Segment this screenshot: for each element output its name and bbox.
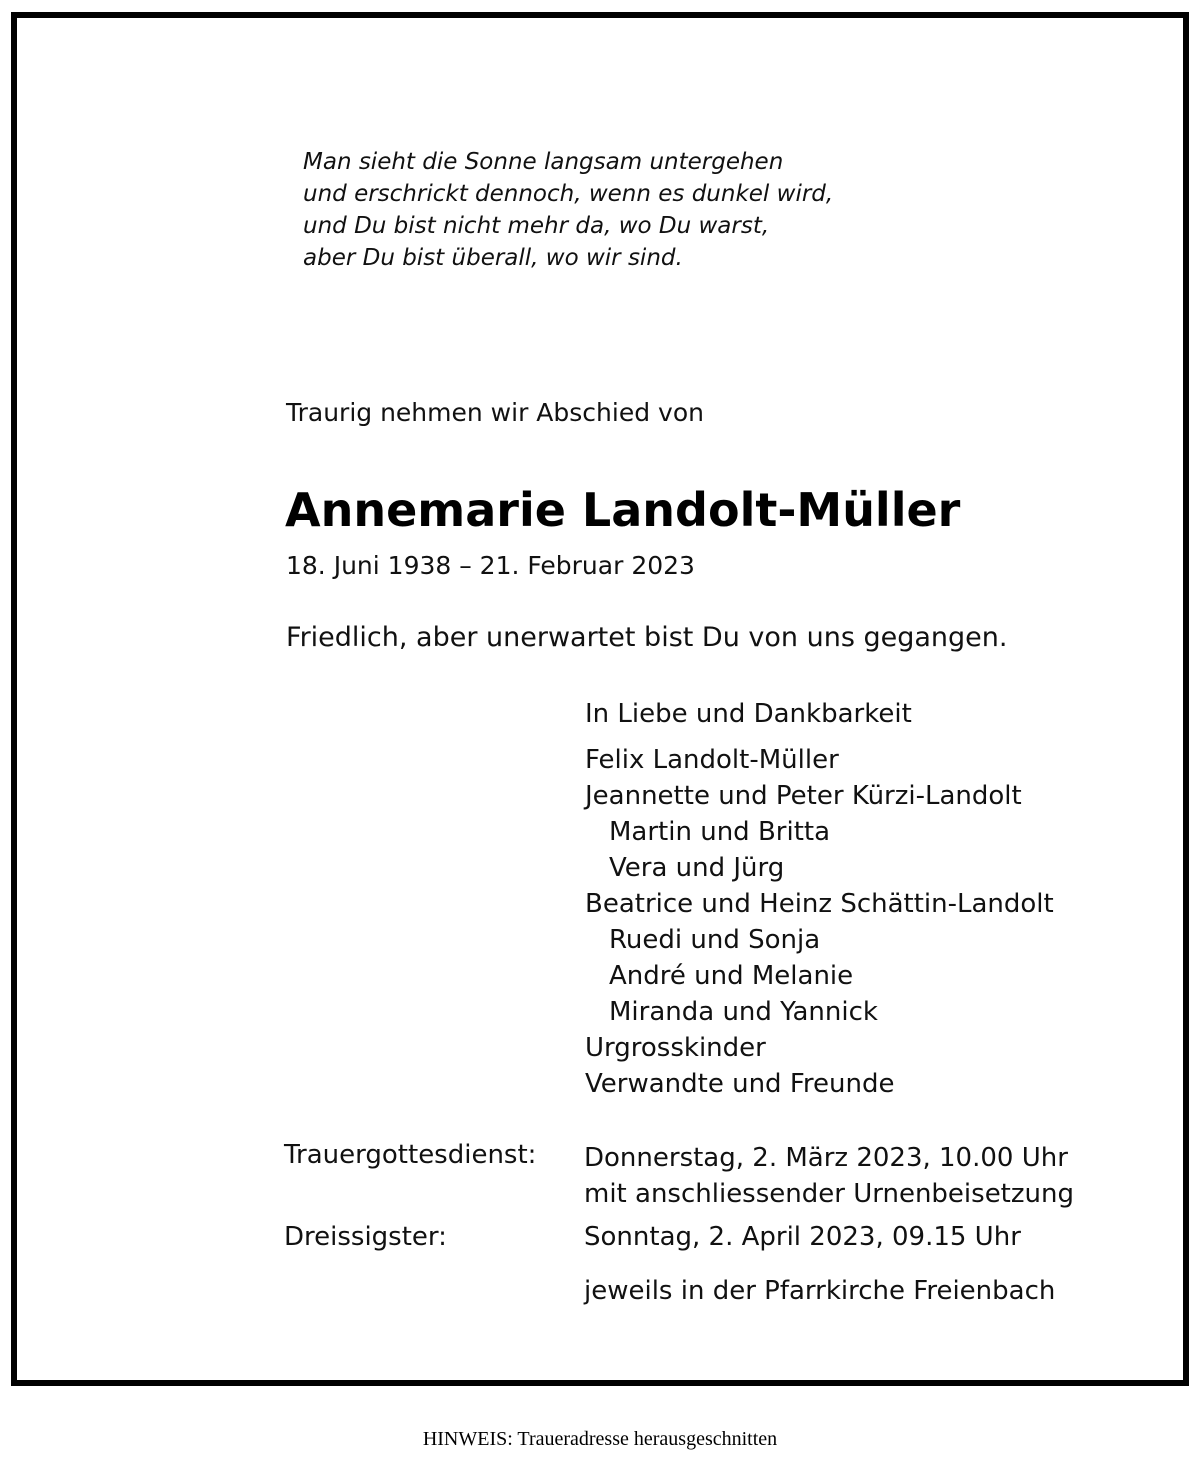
church-location: jeweils in der Pfarrkirche Freienbach xyxy=(584,1276,1056,1306)
poem-line: aber Du bist überall, wo wir sind. xyxy=(303,245,683,271)
funeral-details xyxy=(584,1140,1074,1212)
mourners-heading: In Liebe und Dankbarkeit xyxy=(585,699,912,729)
mourner-lines xyxy=(585,742,1054,1102)
mourner-line: Ruedi und Sonja xyxy=(609,925,821,955)
poem-line: und erschrickt dennoch, wenn es dunkel wird, xyxy=(303,181,834,207)
intro-text: Traurig nehmen wir Abschied von xyxy=(286,398,704,427)
poem-line: Man sieht die Sonne langsam untergehen xyxy=(303,149,784,175)
funeral-date: Donnerstag, 2. März 2023, 10.00 Uhr xyxy=(584,1143,1068,1173)
mourner-line: Miranda und Yannick xyxy=(609,997,878,1027)
address-note: HINWEIS: Traueradresse herausgeschnitten xyxy=(422,1428,778,1450)
funeral-burial: mit anschliessender Urnenbeisetzung xyxy=(584,1179,1074,1209)
mourner-line: Urgrosskinder xyxy=(585,1033,766,1063)
mourner-line: Martin und Britta xyxy=(609,817,831,847)
poem xyxy=(303,146,833,274)
mourner-line: Verwandte und Freunde xyxy=(585,1069,895,1099)
thirtieth-date: Sonntag, 2. April 2023, 09.15 Uhr xyxy=(584,1222,1021,1252)
funeral-label: Trauergottesdienst: xyxy=(284,1140,537,1170)
mourner-line: Vera und Jürg xyxy=(609,853,785,883)
life-dates: 18. Juni 1938 – 21. Februar 2023 xyxy=(286,551,695,580)
mourner-line: Beatrice und Heinz Schättin-Landolt xyxy=(585,889,1054,919)
thirtieth-label: Dreissigster: xyxy=(284,1222,447,1252)
mourner-line: Felix Landolt-Müller xyxy=(585,745,839,775)
mourner-line: Jeannette und Peter Kürzi-Landolt xyxy=(585,781,1022,811)
poem-line: und Du bist nicht mehr da, wo Du warst, xyxy=(303,213,770,239)
deceased-name: Annemarie Landolt-Müller xyxy=(285,483,961,537)
mourner-line: André und Melanie xyxy=(609,961,854,991)
statement-text: Friedlich, aber unerwartet bist Du von uns gegangen. xyxy=(286,622,1008,653)
mourners-list xyxy=(585,696,1054,1102)
